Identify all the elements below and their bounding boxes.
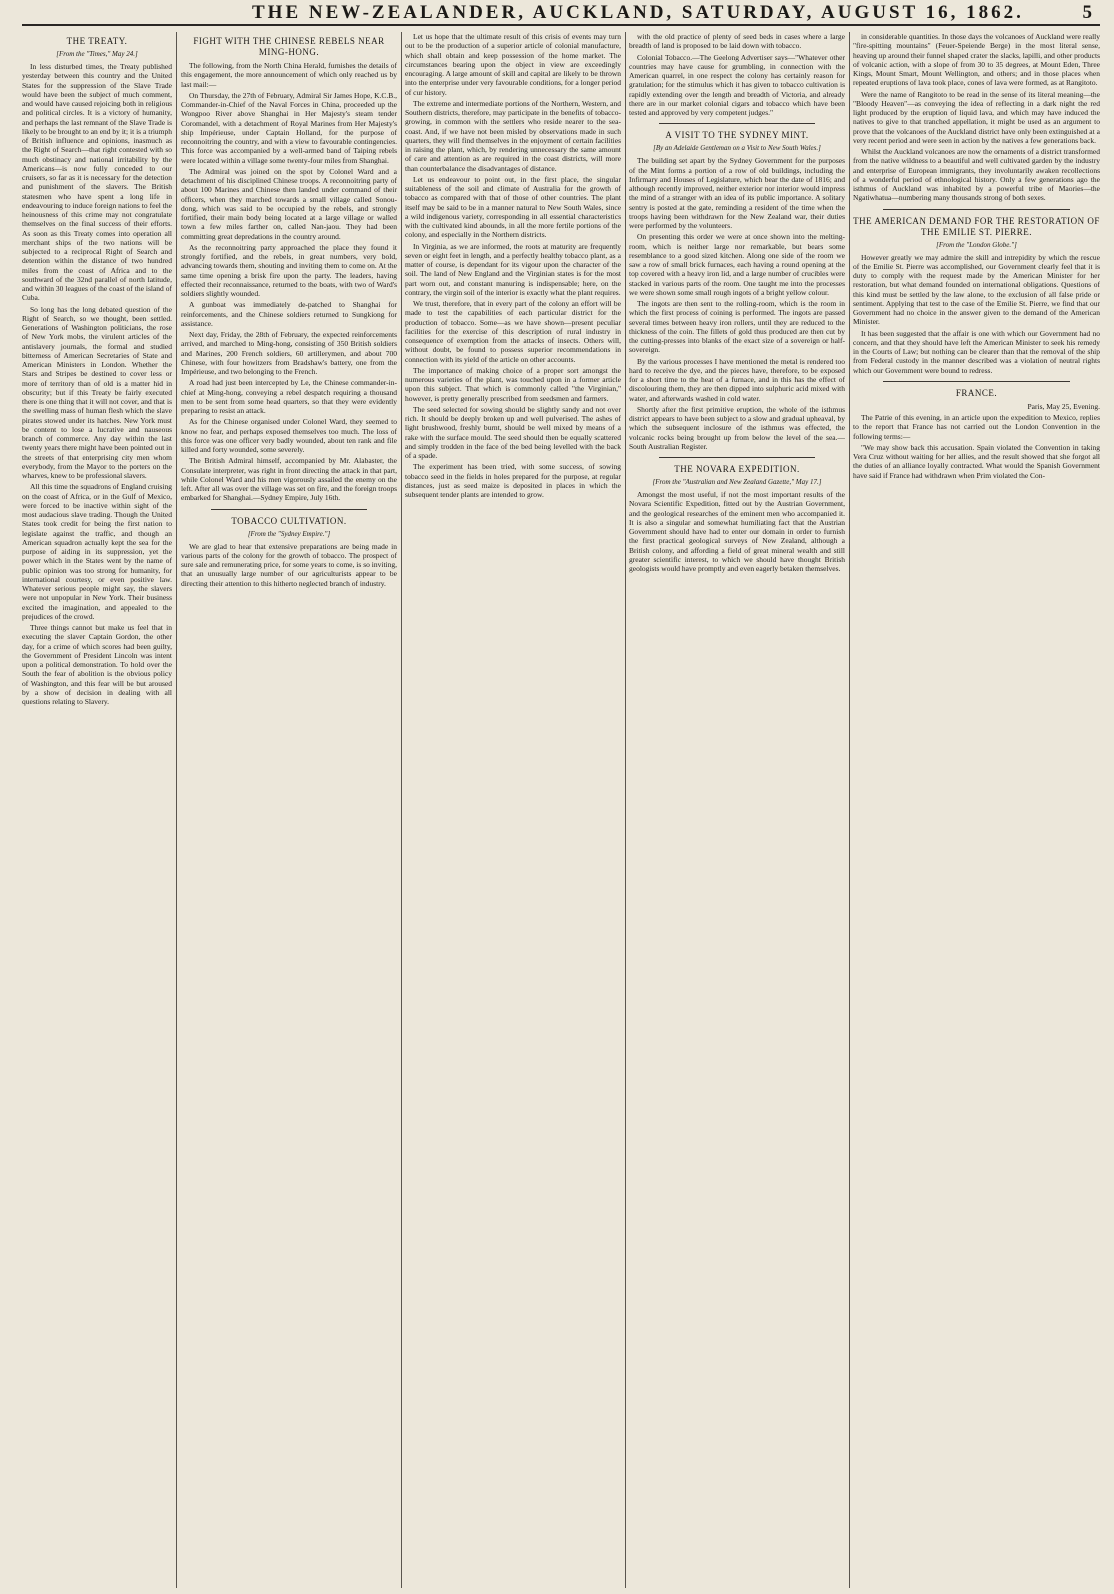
paragraph: However greatly we may admire the skill and intrepidity by which the rescue of the Emilie St. Pierre was accomplished, our Government clearly feel that it is duty to comply with the request made by the American Minister for her restoration, but what demand founded on international obligations. Questions of this kind must be settled by the law alone, to the exclusion of all false pride or sentiment. Applying that test to the case of the Emilie St. Pierre, we find that our Government had no choice in the answer given to the demand of the American Minister. [853, 252, 1100, 327]
paragraph: We trust, therefore, that in every part of the colony an effort will be made to test the capabilities of each particular district for the production of tobacco. Some—as we have shown—present peculiar facilities for the exercise of this description of rural industry in consequence of exemption from the attacks of insects. Others will, without doubt, be found to possess superior recommendations in connection with its yield of the article on other accounts. [405, 299, 621, 364]
paragraph: In less disturbed times, the Treaty published yesterday between this country and the United States for the suppression of the Slave Trade would have been the subject of much comment, and would have caused rejoicing both in religious and political circles. It is a victory of humanity, and perhaps the last remnant of the Slave Trade is likely to be brought to an end by it; it is a triumph of British influence and opinions, inasmuch as the Right of Search—that right contested with so much obstinacy and national irritability by the Americans—is now fully conceded to our cruisers, so far as it is necessary for the detection and punishment of the slavers. The British statesmen who have spent a long life in endeavouring to induce foreign nations to feel the heinousness of this crime may not congratulate themselves on the final success of their efforts. As soon as this Treaty comes into operation all merchant ships of the two nations will be subjected to a reciprocal Right of Search and detention within the distance of two hundred miles from the coast of Africa and to the southward of the 32nd parallel of north latitude, and within 30 leagues of the coast of the island of Cuba. [22, 62, 172, 303]
paragraph: The building set apart by the Sydney Government for the purposes of the Mint forms a portion of a row of old buildings, including the Infirmary and Houses of Legislature, which bear the date of 1816; and although recently improved, neither exterior nor interior would impress the mind of a stranger with an idea of its public importance. A solitary sentry is posted at the gate, reminding a resident of the time when the troops having been withdrawn for the New Zealand war, their duties were performed by the volunteers. [629, 156, 845, 230]
article-separator [883, 209, 1070, 210]
article-heading-fight: FIGHT WITH THE CHINESE REBELS NEAR MING-HONG. [193, 36, 385, 57]
article-heading-novara: THE NOVARA EXPEDITION. [674, 464, 800, 474]
column-rule [849, 32, 850, 1588]
paragraph: As for the Chinese organised under Colonel Ward, they seemed to know no fear, and perhaps exposed themselves too much. The loss of this force was one officer very badly wounded, about ten rank and file killed and forty wounded, some severely. [181, 417, 397, 454]
column-1 [22, 32, 172, 1588]
paragraph: with the old practice of plenty of seed beds in cases where a large breadth of land is proposed to be laid down with tobacco. [629, 32, 845, 51]
paragraph: The importance of making choice of a proper sort amongst the numerous varieties of the plant, was touched upon in a former article upon this subject. That which is commonly called "the Virginian," however, is pretty generally prescribed from seedsmen and farmers. [405, 365, 621, 403]
paragraph: By the various processes I have mentioned the metal is rendered too hard to receive the dye, and the pieces have, therefore, to be exposed for a short time to the heat of a furnace, and in this has the effect of discolouring them, they are then dipped into sulphuric acid mixed with water, and afterwards washed in cold water. [629, 356, 845, 403]
paragraph: We are glad to hear that extensive preparations are being made in various parts of the colony for the growth of tobacco. The prospect of sure sale and remunerating price, for some years to come, is so inviting, that an unusually large number of our agriculturists appear to be directing their attention to this hitherto neglected branch of industry. [181, 541, 397, 588]
paragraph: The experiment has been tried, with some success, of sowing tobacco seed in the fields in holes prepared for the purpose, at regular distances, just as seed maize is deposited in places in which the subsequent tender plants are intended to grow. [405, 462, 621, 499]
paragraph: The following, from the North China Herald, furnishes the details of this engagement, the more announcement of which only reached us by last mail:— [181, 61, 397, 89]
newspaper-title: THE NEW-ZEALANDER, AUCKLAND, SATURDAY, AUGUST 16, 1862. [252, 2, 1024, 23]
paragraph: The ingots are then sent to the rolling-room, which is the room in which the first process of coining is performed. The ingots are passed several times between heavy iron rollers, until they are reduced to the thickness of the coin. The fillets of gold thus produced are then cut by the cutting-presses into blanks of the exact size of a sovereign or half-sovereign. [629, 299, 845, 355]
paragraph: The seed selected for sowing should be slightly sandy and not over rich. It should be deeply broken up and well pulverised. The ashes of light brushwood, freshly burnt, should be well mixed by means of a rake with the surface mould. The seed should then be equally scattered and simply trodden in the face of the bed being levelled with the back of a spade. [405, 404, 621, 460]
paragraph: Amongst the most useful, if not the most important results of the Novara Scientific Expedition, fitted out by the Austrian Government, and the geological researches of the eminent men who accompanied it. It is also a singular and somewhat humiliating fact that the Austrian Government should have had to enter our domain in order to furnish the first practical geological surveys of New Zealand, although a British colony, and affording a field of great mineral wealth and still greater scientific interest, to which we should have thought British geologists would have promptly and even eagerly betaken themselves. [629, 490, 845, 573]
paragraph: Next day, Friday, the 28th of February, the expected reinforcements arrived, and marched to Ming-hong, consisting of 350 British soldiers and Marines, 200 French soldiers, 60 artillerymen, and about 700 Chinese, with four howitzers from Bradshaw's battery, one from the Impérieuse, and two belonging to the French. [181, 330, 397, 376]
paragraph: The British Admiral himself, accompanied by Mr. Alabaster, the Consulate interpreter, was right in front directing the attack in that part, while Colonel Ward and his men vigorously assailed the enemy on the left. After all was over the village was set on fire, and the foreign troops embarked for Shanghai.—Sydney Empire, July 16th. [181, 456, 397, 503]
masthead [22, 2, 1100, 26]
article-heading-mint: A VISIT TO THE SYDNEY MINT. [665, 130, 809, 141]
paragraph: Whilst the Auckland volcanoes are now the ornaments of a district transformed from the native wildness to a beautiful and well cultivated garden by the industry and enterprise of European immigrants, they involuntarily awaken recollections of a wonderful period of ethnological history. Only a few generations ago the isthmus of Auckland was inhabited by a powerful tribe of Maories—the Ngatiwhatua—numbering many thousands strong of both sexes. [853, 147, 1100, 203]
paragraph: It has been suggested that the affair is one with which our Government had no concern, and that they should have left the American Minister to seek his remedy in the Courts of Law; but nothing can be clearer than that the removal of the ship from Federal custody in the manner described was a violation of neutral rights which our Government were bound to redress. [853, 328, 1100, 375]
paragraph: As the reconnoitring party approached the place they found it strongly fortified, and the rebels, in great numbers, very bold, advancing towards them, shouting and inviting them to come on. At the same time opening a brisk fire upon the party. The leaders, having effected their reconnaissance, returned to the boats, with two of Ward's soldiers slightly wounded. [181, 242, 397, 298]
paragraph: The extreme and intermediate portions of the Northern, Western, and Southern districts, therefore, may participate in the benefits of tobacco-growing, in common with the settlers who reside nearer to the sea-coast. And, if we have not been misled by observations made in such quarters, they will find themselves in the enjoyment of certain facilities in raising the plant, which, by rendering unnecessary the same amount of care and attention as are required in the coast districts, will more than counterbalance the disadvantages of distance. [405, 98, 621, 173]
paragraph: Colonial Tobacco.—The Geelong Advertiser says—"Whatever other countries may have cause for grumbling, in connection with the American quarrel, in one respect the colony has certainly reason for gratulation; for the stimulus which it has given to tobacco cultivation is rapidly extending over the length and breadth of Victoria, and already there are in our market colonial cigars and tobacco which have been tested and approved by very competent judges." [629, 52, 845, 117]
article-byline: [By an Adelaide Gentleman on a Visit to New South Wales.] [653, 144, 821, 153]
paragraph: A gunboat was immediately de-patched to Shanghai for reinforcements, and the Chinese soldiers returned to Sungkiong for assistance. [181, 300, 397, 328]
paragraph: Were the name of Rangitoto to be read in the sense of its literal meaning—the "Bloody Heaven"—as conveying the idea of reflecting in a dark night the red light produced by the eruption of liquid lava, and which may have induced the natives to give to that tranched appellation, it might be used as an argument to prove that the volcanoes of the Auckland district have only been extinguished at a very recent period and were seen in action by the natives a few generations back. [853, 89, 1100, 145]
article-heading-france: FRANCE. [955, 387, 998, 398]
column-rule [176, 32, 177, 1588]
paragraph: In Virginia, as we are informed, the roots at maturity are frequently seven or eight feet in length, and a perfectly healthy tobacco plant, as a matter of course, is dependant for its vigour upon the character of the soil. The land of New England and the Virginian states is for the most part worn out, and constant manuring is indispensable; here, on the contrary, the virgin soil of the interior is exactly what the plant requires. [405, 241, 621, 297]
paragraph: Let us hope that the ultimate result of this crisis of events may turn out to be the production of a superior article of colonial manufacture, which shall obtain and keep possession of the home market. The circumstances bearing upon the object in view are exceedingly encouraging. A large amount of skill and capital are likely to be thrown into the enterprise under very favourable conditions, for a longer period of cur history. [405, 32, 621, 97]
column-4 [629, 32, 845, 1588]
column-2 [181, 32, 397, 1588]
article-source: [From the "Sydney Empire."] [247, 529, 331, 538]
column-5 [853, 32, 1100, 1588]
article-heading-tobacco: TOBACCO CULTIVATION. [231, 515, 347, 526]
paragraph: Paris, May 25, Evening. [1027, 401, 1100, 411]
paragraph: The Admiral was joined on the spot by Colonel Ward and a detachment of his disciplined Chinese troops. A reconnoitring party of about 100 Marines and Chinese then landed under command of their officers, when they marched towards a small village called Sonou-dong, which was said to be occupied by the rebels, and strongly fortified, their main body being located at a large village or walled town a few miles farther on, called Nan-jaou. They had been committing great depredations in the country around. [181, 166, 397, 241]
paragraph: Let us endeavour to point out, in the first place, the singular suitableness of the soil and climate of Australia for the growth of tobacco as compared with that of those of other countries. The plant itself may be said to be in a manner natural to New South Wales, since a wild indigenous variety, corresponding in all essential characteristics with the cultivated kind abounds, in all the more fertile portions of the colony, and especially in the Northern districts. [405, 174, 621, 240]
article-heading-treaty: THE TREATY. [66, 36, 128, 46]
article-source: [From the "Australian and New Zealand Gazette," May 17.] [652, 478, 822, 486]
article-heading-american-demand: THE AMERICAN DEMAND FOR THE RESTORATION OF THE EMILIE ST. PIERRE. [853, 215, 1100, 237]
paragraph: A road had just been intercepted by Le, the Chinese commander-in-chief at Ming-hong, conveying a rebel despatch requiring a thousand men to be sent from some head quarters, so that they were evidently preparing to resist an attack. [181, 378, 397, 415]
paragraph: in considerable quantities. In those days the volcanoes of Auckland were really "fire-spitting mountains" (Feuer-Speiende Berge) in the most literal sense, heaving up around their funnel shaped crater the slacks, lapilli, and other products of volcanic action, with a slope of from 30 to 35 degrees, at Mount Eden, Three Kings, Mount Smart, Mount Wellington, and others; and in those places when repeated eruptions of lava took place, cones of lava were formed, as at Rangitoto. [853, 32, 1100, 88]
paragraph: On Thursday, the 27th of February, Admiral Sir James Hope, K.C.B., Commander-in-Chief of the Naval Forces in China, proceeded up the Wongpoo River above Shanghai in Her Majesty's steam tender Coromandel, with a detachment of Royal Marines from Her Majesty's ship Impérieuse, under Captain Holland, for the purpose of reconnoitring the country, and with a view to favourable contingencies. This force was accompanied by a well-armed band of Taiping rebels were located within a village some twenty-four miles from Shanghai. [181, 90, 397, 165]
column-rule [625, 32, 626, 1588]
paragraph: Three things cannot but make us feel that in executing the slaver Captain Gordon, the other day, for a crime of which scores had been guilty, the Government of President Lincoln was intent upon a political demonstration. To hold over the South the fear of abolition is the obvious policy of Washington, and this fear will be but aroused by a show of decision in dealing with all questions relating to Slavery. [22, 623, 172, 706]
paragraph: "We may show back this accusation. Spain violated the Convention in taking Vera Cruz without waiting for her allies, and the result showed that she forgot all the duties of an alliance loyally contracted. What would the Spanish Government have said if France had withdrawn when Prim violated the Con- [853, 442, 1100, 480]
article-separator [883, 381, 1070, 382]
paragraph: On presenting this order we were at once shown into the melting-room, which is neither large nor remarkable, but bears some resemblance to a good sized kitchen. Along one side of the room we saw a row of small brick furnaces, each having a round opening at the top covered with a heavy iron lid, and a large number of crucibles were stacked in various parts of the room. One taught me into the processes we were shown some small rough ingots of a bright yellow colour. [629, 232, 845, 297]
article-separator [659, 457, 815, 458]
paragraph: All this time the squadrons of England cruising on the coast of Africa, or in the Gulf of Mexico, were forced to be inactive within sight of the most audacious slave trading. Though the United States took credit for being the first nation to legislate against the traffic, and though an American squadron actually kept the sea for the purpose of aiding in its suppression, yet the power which in the States went by the name of public opinion was too strong for humanity, for international courtesy, or even positive law. Whatever serious people might say, the slavers were not unpopular in New York. Their business excited the imagination, and appealed to the prejudices of the crowd. [22, 482, 172, 621]
paragraph: The Patrie of this evening, in an article upon the expedition to Mexico, replies to the report that France has not carried out the London Convention in the following terms:— [853, 413, 1100, 441]
paragraph: Shortly after the first primitive eruption, the whole of the isthmus district appears to have been subject to a slow and gradual upheaval, by which the subsequent inclosure of the isthmus was effected, the volcanic rocks being brought up from below the level of the sea.—South Australian Register. [629, 404, 845, 451]
article-separator [659, 123, 815, 124]
article-source: [From the "London Globe."] [936, 240, 1017, 249]
paragraph: So long has the long debated question of the Right of Search, so we thought, been settled. Generations of Washington politicians, the rose of New York mobs, the virulent articles of the antislavery journals, the formal and studied bitterness of American Secretaries of State and American Ministers in London. Whether the Stars and Stripes be destined to cover less or more of territory than of old is a matter hid in obscurity; but if this Treaty be fairly executed there is one thing that it will not cover, and that is the swelling mass of human flesh which the slave pirates stowed under its hatches. New York must be content to lose a lucrative and nauseous branch of commerce. Any day within the last twenty years there might have been pointed out in the streets of that enterprising city men whom everybody, from the Mayor to the porters on the wharves, knew to be professional slavers. [22, 304, 172, 480]
column-3 [405, 32, 621, 1588]
article-separator [211, 509, 367, 510]
page-number: 5 [1082, 2, 1092, 23]
article-source: [From the "Times," May 24.] [56, 50, 138, 58]
column-rule [401, 32, 402, 1588]
